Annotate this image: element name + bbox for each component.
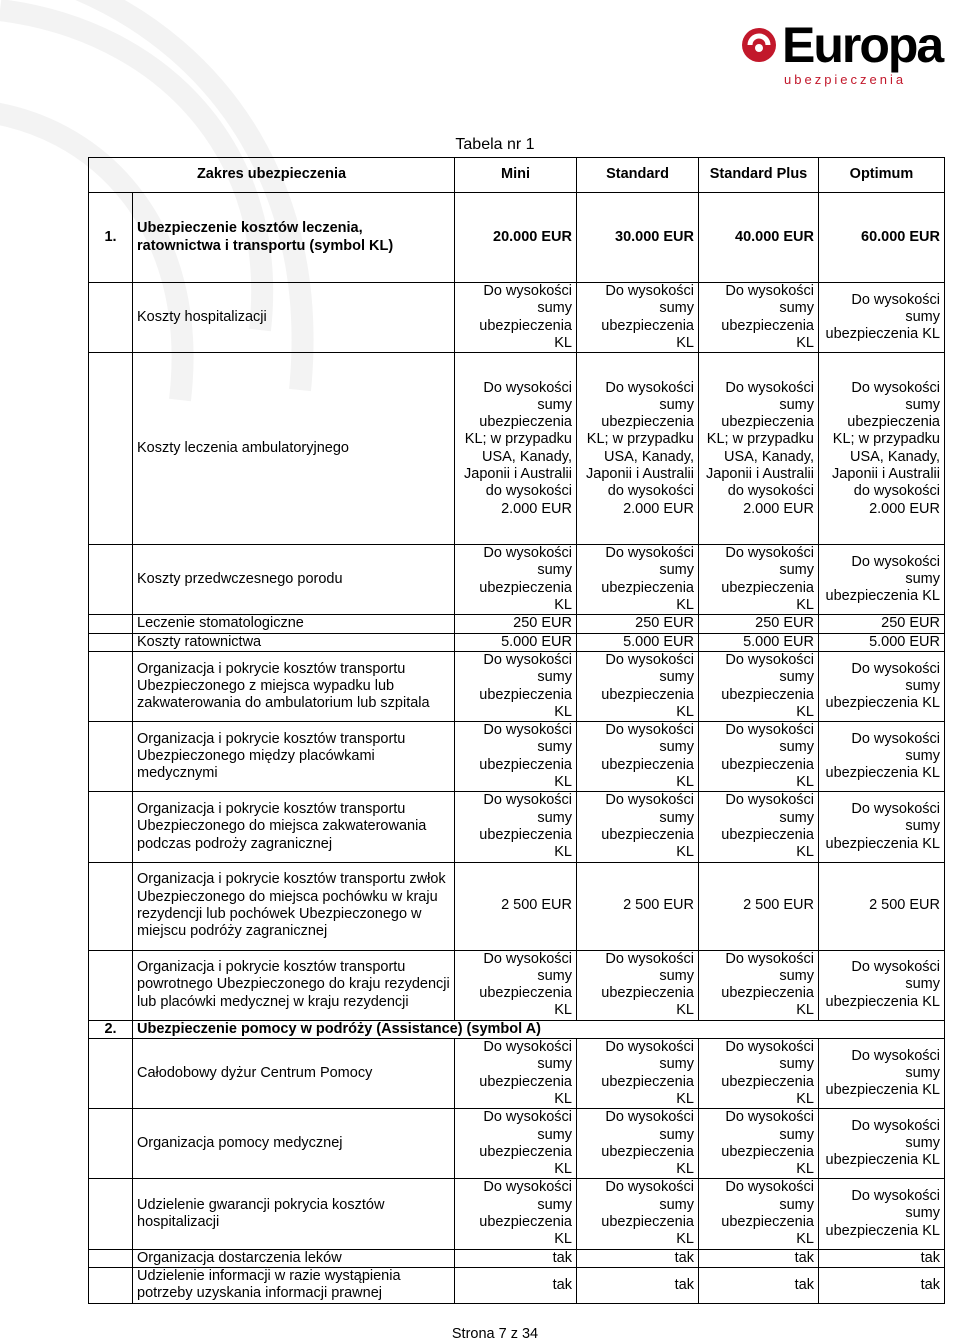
table-row	[89, 1249, 945, 1267]
row-value: Do wysokości sumy ubezpieczenia KL	[455, 722, 577, 792]
section2-title: Ubezpieczenie pomocy w podróży (Assistance) (symbol A)	[133, 1020, 945, 1038]
row-number-cell	[89, 1249, 133, 1267]
logo-wordmark: Europa	[782, 17, 943, 73]
row-value: tak	[577, 1249, 699, 1267]
table-row	[89, 1109, 945, 1179]
row-value: Do wysokości sumy ubezpieczenia KL	[455, 651, 577, 721]
section1-number: 1.	[89, 193, 133, 283]
row-number-cell	[89, 1267, 133, 1303]
row-value: Do wysokości sumy ubezpieczenia KL; w przypadku USA, Kanady, Japonii i Australii do wysokości 2.000 EUR	[699, 353, 819, 545]
table-row	[89, 1267, 945, 1303]
row-number-cell	[89, 633, 133, 651]
row-number-cell	[89, 1039, 133, 1109]
section1-sum-standard-plus: 40.000 EUR	[699, 193, 819, 283]
table-row	[89, 792, 945, 862]
section1-sum-mini: 20.000 EUR	[455, 193, 577, 283]
row-value: Do wysokości sumy ubezpieczenia KL	[699, 1109, 819, 1179]
row-value: Do wysokości sumy ubezpieczenia KL	[577, 1039, 699, 1109]
table-row	[89, 283, 945, 353]
header-mini: Mini	[455, 158, 577, 193]
row-value: 5.000 EUR	[577, 633, 699, 651]
row-value: 2 500 EUR	[455, 862, 577, 950]
europa-logo	[738, 18, 948, 88]
row-value: tak	[819, 1267, 945, 1303]
row-value: tak	[455, 1249, 577, 1267]
page-footer: Strona 7 z 34	[451, 1326, 539, 1342]
row-value: 5.000 EUR	[455, 633, 577, 651]
row-value: Do wysokości sumy ubezpieczenia KL	[577, 1109, 699, 1179]
row-value: tak	[577, 1267, 699, 1303]
table-caption: Tabela nr 1	[455, 136, 535, 153]
row-value: Do wysokości sumy ubezpieczenia KL	[699, 722, 819, 792]
row-value: 250 EUR	[455, 615, 577, 633]
row-label: Udzielenie informacji w razie wystąpienia potrzeby uzyskania informacji prawnej	[133, 1267, 455, 1303]
row-label: Organizacja i pokrycie kosztów transportu zwłok Ubezpieczonego do miejsca pochówku w kraju rezydencji lub pochówek Ubezpieczonego w miejscu podróży zagranicznej	[133, 862, 455, 950]
header-row	[89, 158, 945, 193]
row-number-cell	[89, 1179, 133, 1249]
coverage-table	[88, 157, 945, 1304]
row-value: 2 500 EUR	[699, 862, 819, 950]
table-row	[89, 353, 945, 545]
row-value: Do wysokości sumy ubezpieczenia KL	[455, 1039, 577, 1109]
table-row	[89, 651, 945, 721]
header-standard: Standard	[577, 158, 699, 193]
row-value: Do wysokości sumy ubezpieczenia KL; w przypadku USA, Kanady, Japonii i Australii do wysokości 2.000 EUR	[819, 353, 945, 545]
row-value: Do wysokości sumy ubezpieczenia KL	[699, 1039, 819, 1109]
row-value: Do wysokości sumy ubezpieczenia KL	[699, 1179, 819, 1249]
row-number-cell	[89, 545, 133, 615]
logo-mark-icon	[738, 24, 780, 66]
row-value: 5.000 EUR	[819, 633, 945, 651]
row-number-cell	[89, 792, 133, 862]
table-row	[89, 950, 945, 1020]
row-value: Do wysokości sumy ubezpieczenia KL; w przypadku USA, Kanady, Japonii i Australii do wysokości 2.000 EUR	[577, 353, 699, 545]
row-value: 2 500 EUR	[819, 862, 945, 950]
row-label: Leczenie stomatologiczne	[133, 615, 455, 633]
row-label: Organizacja i pokrycie kosztów transportu powrotnego Ubezpieczonego do kraju rezydencji lub placówki medycznej w kraju rezydencji	[133, 950, 455, 1020]
row-value: 250 EUR	[699, 615, 819, 633]
row-value: Do wysokości sumy ubezpieczenia KL	[455, 950, 577, 1020]
table-row	[89, 1039, 945, 1109]
row-value: tak	[699, 1249, 819, 1267]
row-number-cell	[89, 862, 133, 950]
table-row	[89, 722, 945, 792]
row-value: Do wysokości sumy ubezpieczenia KL	[819, 651, 945, 721]
row-value: tak	[699, 1267, 819, 1303]
row-value: Do wysokości sumy ubezpieczenia KL	[699, 545, 819, 615]
section1-sum-standard: 30.000 EUR	[577, 193, 699, 283]
row-value: Do wysokości sumy ubezpieczenia KL	[577, 792, 699, 862]
row-number-cell	[89, 651, 133, 721]
row-label: Udzielenie gwarancji pokrycia kosztów hospitalizacji	[133, 1179, 455, 1249]
row-number-cell	[89, 615, 133, 633]
table-row	[89, 633, 945, 651]
section1-title: Ubezpieczenie kosztów leczenia, ratownictwa i transportu (symbol KL)	[133, 193, 455, 283]
table-row	[89, 545, 945, 615]
row-value: tak	[819, 1249, 945, 1267]
row-value: 5.000 EUR	[699, 633, 819, 651]
row-number-cell	[89, 950, 133, 1020]
row-value: Do wysokości sumy ubezpieczenia KL	[577, 722, 699, 792]
row-value: Do wysokości sumy ubezpieczenia KL	[699, 283, 819, 353]
table-row	[89, 1179, 945, 1249]
row-value: Do wysokości sumy ubezpieczenia KL	[699, 651, 819, 721]
row-label: Organizacja i pokrycie kosztów transportu Ubezpieczonego do miejsca zakwaterowania podczas podroży zagranicznej	[133, 792, 455, 862]
row-label: Całodobowy dyżur Centrum Pomocy	[133, 1039, 455, 1109]
row-label: Organizacja pomocy medycznej	[133, 1109, 455, 1179]
row-label: Koszty ratownictwa	[133, 633, 455, 651]
row-value: Do wysokości sumy ubezpieczenia KL	[455, 283, 577, 353]
header-standard-plus: Standard Plus	[699, 158, 819, 193]
logo-subtitle: ubezpieczenia	[784, 72, 907, 87]
row-value: Do wysokości sumy ubezpieczenia KL	[455, 1109, 577, 1179]
row-value: Do wysokości sumy ubezpieczenia KL	[699, 792, 819, 862]
row-value: Do wysokości sumy ubezpieczenia KL	[577, 283, 699, 353]
row-value: 2 500 EUR	[577, 862, 699, 950]
row-label: Koszty przedwczesnego porodu	[133, 545, 455, 615]
table-row	[89, 615, 945, 633]
section2-row	[89, 1020, 945, 1038]
row-value: Do wysokości sumy ubezpieczenia KL	[819, 1179, 945, 1249]
row-label: Koszty hospitalizacji	[133, 283, 455, 353]
row-label: Koszty leczenia ambulatoryjnego	[133, 353, 455, 545]
row-number-cell	[89, 1109, 133, 1179]
row-value: 250 EUR	[577, 615, 699, 633]
header-optimum: Optimum	[819, 158, 945, 193]
section1-sum-optimum: 60.000 EUR	[819, 193, 945, 283]
section1-row	[89, 193, 945, 283]
row-value: Do wysokości sumy ubezpieczenia KL	[455, 545, 577, 615]
row-value: Do wysokości sumy ubezpieczenia KL	[577, 1179, 699, 1249]
row-value: tak	[455, 1267, 577, 1303]
row-value: Do wysokości sumy ubezpieczenia KL; w przypadku USA, Kanady, Japonii i Australii do wysokości 2.000 EUR	[455, 353, 577, 545]
section2-number: 2.	[89, 1020, 133, 1038]
row-value: Do wysokości sumy ubezpieczenia KL	[819, 1039, 945, 1109]
row-value: Do wysokości sumy ubezpieczenia KL	[819, 950, 945, 1020]
row-value: Do wysokości sumy ubezpieczenia KL	[455, 792, 577, 862]
row-value: Do wysokości sumy ubezpieczenia KL	[455, 1179, 577, 1249]
row-label: Organizacja i pokrycie kosztów transportu Ubezpieczonego z miejsca wypadku lub zakwaterowania do ambulatorium lub szpitala	[133, 651, 455, 721]
row-number-cell	[89, 353, 133, 545]
row-number-cell	[89, 722, 133, 792]
row-value: 250 EUR	[819, 615, 945, 633]
row-value: Do wysokości sumy ubezpieczenia KL	[577, 545, 699, 615]
row-value: Do wysokości sumy ubezpieczenia KL	[699, 950, 819, 1020]
header-scope: Zakres ubezpieczenia	[89, 158, 455, 193]
row-number-cell	[89, 283, 133, 353]
row-label: Organizacja dostarczenia leków	[133, 1249, 455, 1267]
row-value: Do wysokości sumy ubezpieczenia KL	[819, 792, 945, 862]
row-value: Do wysokości sumy ubezpieczenia KL	[577, 651, 699, 721]
row-value: Do wysokości sumy ubezpieczenia KL	[819, 1109, 945, 1179]
row-label: Organizacja i pokrycie kosztów transportu Ubezpieczonego między placówkami medycznymi	[133, 722, 455, 792]
table-row	[89, 862, 945, 950]
row-value: Do wysokości sumy ubezpieczenia KL	[819, 545, 945, 615]
row-value: Do wysokości sumy ubezpieczenia KL	[819, 722, 945, 792]
row-value: Do wysokości sumy ubezpieczenia KL	[819, 283, 945, 353]
row-value: Do wysokości sumy ubezpieczenia KL	[577, 950, 699, 1020]
